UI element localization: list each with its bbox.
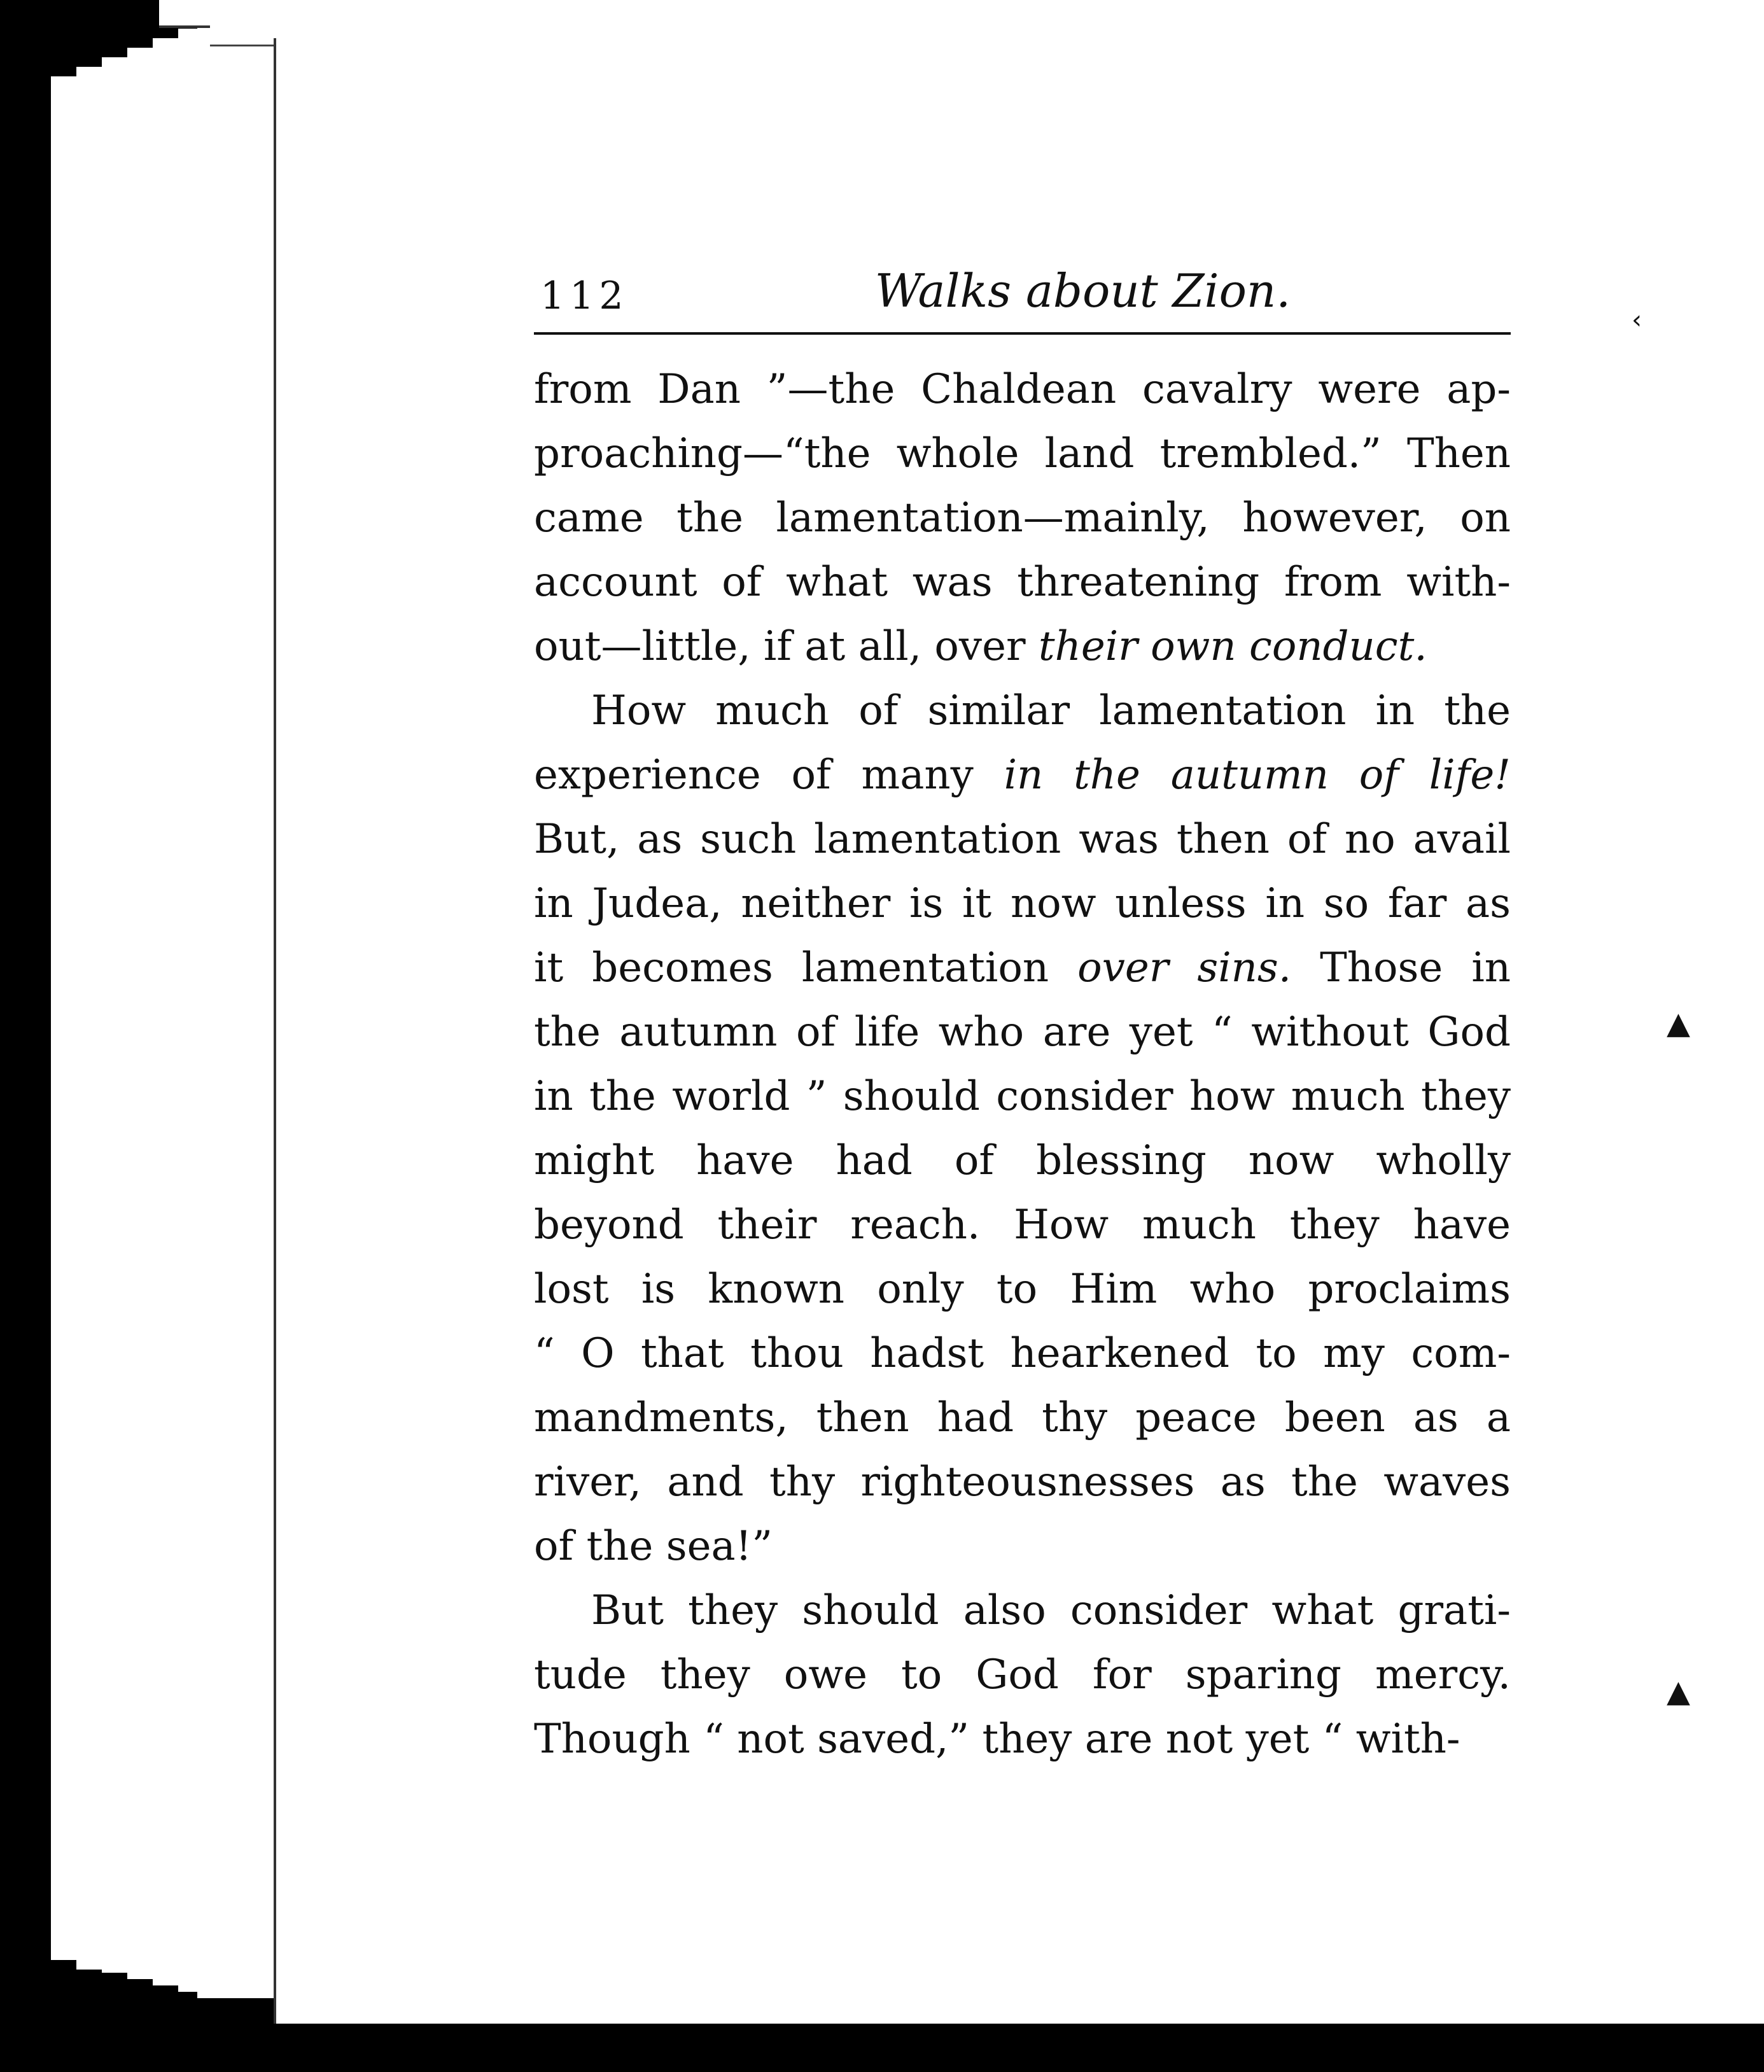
- book-page: [274, 38, 1764, 2024]
- text-line: [534, 1515, 1511, 1579]
- text-run: the autumn of life who are yet “ without God: [534, 1009, 1511, 1056]
- text-line: [534, 1450, 1511, 1515]
- text-line: [534, 1579, 1511, 1643]
- text-run: account of what was threatening from with-: [534, 559, 1511, 606]
- italic-text: in the autumn of life!: [1004, 752, 1511, 799]
- text-line: [534, 872, 1511, 936]
- text-line: [534, 615, 1511, 679]
- text-run: might have had of blessing now wholly: [534, 1137, 1511, 1184]
- text-run: river, and thy righteousnesses as the waves: [534, 1459, 1511, 1506]
- text-line: [534, 808, 1511, 872]
- header-rule: [534, 332, 1511, 335]
- text-line: [534, 743, 1511, 808]
- text-run: from Dan ”—the Chaldean cavalry were ap-: [534, 366, 1511, 413]
- text-line: [534, 1193, 1511, 1257]
- italic-text: over sins.: [1077, 944, 1292, 991]
- text-line: [534, 1643, 1511, 1707]
- text-run: But, as such lamentation was then of no avail: [534, 816, 1511, 863]
- text-run: in Judea, neither is it now unless in so far as: [534, 880, 1511, 927]
- text-run: “ O that thou hadst hearkened to my com-: [534, 1330, 1511, 1377]
- text-run: in the world ” should consider how much they: [534, 1073, 1511, 1120]
- text-run: proaching—“the whole land trembled.” Then: [534, 430, 1511, 477]
- paragraph: [534, 679, 1511, 1579]
- text-line: [534, 486, 1511, 550]
- text-run: it becomes lamentation: [534, 944, 1078, 991]
- text-line: [534, 1257, 1511, 1322]
- italic-text: their own conduct.: [1038, 623, 1427, 670]
- text-line: [534, 422, 1511, 486]
- text-line: [534, 1000, 1511, 1065]
- text-run: lost is known only to Him who proclaims: [534, 1266, 1511, 1313]
- paragraph: [534, 358, 1511, 679]
- text-line: [534, 936, 1511, 1000]
- text-run: beyond their reach. How much they have: [534, 1201, 1511, 1249]
- text-run: Those in: [1291, 944, 1511, 991]
- running-head: [534, 248, 1511, 325]
- binding-hole: ▲: [1667, 1674, 1690, 1709]
- text-line: [534, 550, 1511, 615]
- text-run: Though “ not saved,” they are not yet “ with-: [534, 1716, 1460, 1763]
- body-text: [534, 358, 1511, 1772]
- page-number: 112: [540, 274, 629, 318]
- running-title: Walks about Zion.: [874, 264, 1291, 318]
- text-line: [534, 1129, 1511, 1193]
- text-line: [534, 1707, 1511, 1772]
- binding-hole: ▲: [1667, 1005, 1690, 1041]
- text-run: tude they owe to God for sparing mercy.: [534, 1651, 1511, 1698]
- text-run: out—little, if at all, over: [534, 623, 1039, 670]
- text-block: [534, 248, 1511, 1772]
- text-run: mandments, then had thy peace been as a: [534, 1394, 1511, 1441]
- paragraph: [534, 1579, 1511, 1772]
- text-line: [534, 1386, 1511, 1450]
- text-line: [534, 1322, 1511, 1386]
- text-run: experience of many: [534, 752, 1004, 799]
- text-run: came the lamentation—mainly, however, on: [534, 494, 1511, 542]
- text-line: [534, 679, 1511, 743]
- text-run: How much of similar lamentation in the: [591, 687, 1511, 734]
- text-line: [534, 1065, 1511, 1129]
- text-line: [534, 358, 1511, 422]
- text-run: But they should also consider what grati-: [591, 1587, 1511, 1634]
- binding-mark: ‹: [1632, 305, 1642, 335]
- text-run: of the sea!”: [534, 1523, 773, 1570]
